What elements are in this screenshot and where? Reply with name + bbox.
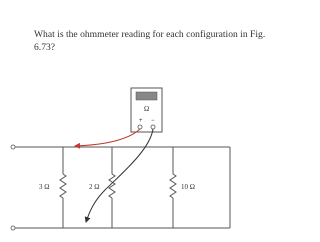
bottom-rail xyxy=(11,226,230,230)
resistor-10ohm-label: 10 Ω xyxy=(181,183,195,191)
branch-10ohm xyxy=(170,147,176,228)
meter-display xyxy=(136,92,157,100)
question-line-1: What is the ohmmeter reading for each configuration in Fig. xyxy=(34,29,266,40)
meter-unit-label: Ω xyxy=(144,105,150,113)
left-bottom-terminal xyxy=(11,226,15,230)
meter-positive-lead xyxy=(75,129,140,146)
question-line-2: 6.73? xyxy=(34,42,56,53)
ohmmeter xyxy=(131,88,162,132)
meter-positive-terminal xyxy=(138,125,142,129)
branch-2ohm xyxy=(109,147,115,228)
resistor-3ohm-label: 3 Ω xyxy=(39,183,50,191)
meter-negative-terminal xyxy=(151,125,155,129)
top-rail xyxy=(11,145,230,149)
branch-3ohm xyxy=(60,147,66,228)
meter-negative-label: − xyxy=(151,118,155,124)
meter-negative-lead xyxy=(86,129,153,222)
left-top-terminal xyxy=(11,145,15,149)
resistor-2ohm-label: 2 Ω xyxy=(89,183,100,191)
meter-positive-label: + xyxy=(139,118,143,124)
